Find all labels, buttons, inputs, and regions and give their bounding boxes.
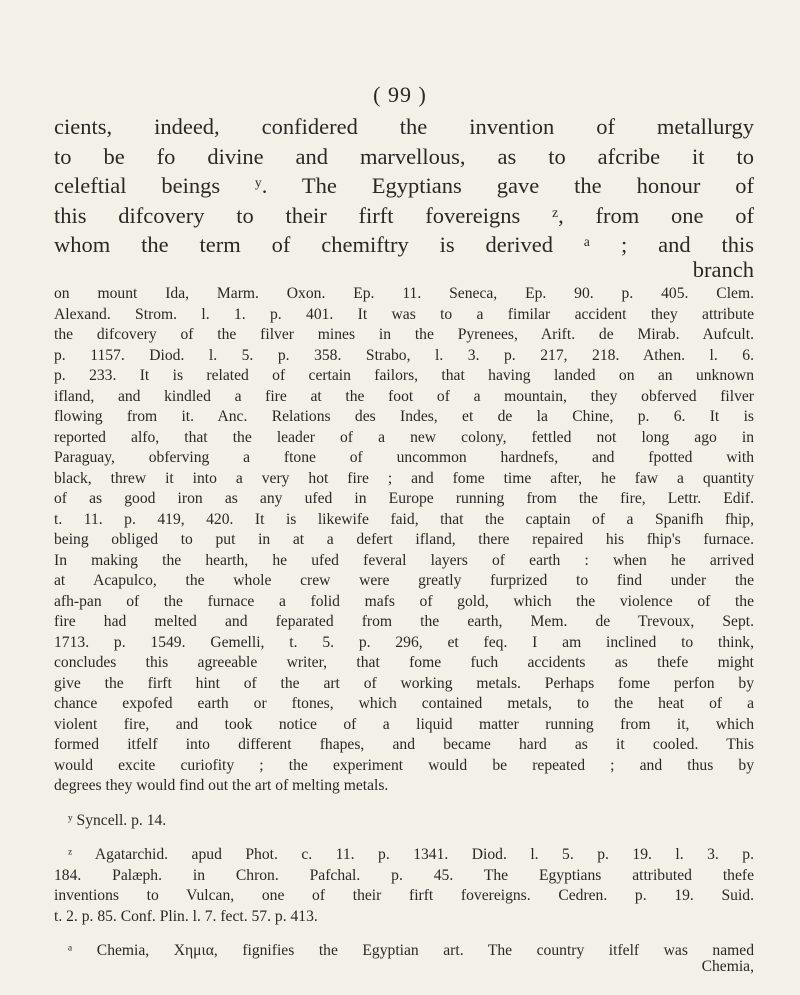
main-line: whom the term of chemiftry is derived ᵃ ; and this bbox=[54, 232, 754, 258]
main-line: to be fo divine and marvellous, as to afcribe it to bbox=[54, 143, 754, 169]
footnote-line: would excite curiofity ; the experiment would be repeated ; and thus by bbox=[54, 756, 754, 774]
footnote-line: concludes this agreeable writer, that fome fuch accidents as thefe might bbox=[54, 654, 754, 671]
footnote-line: ifland, and kindled a fire at the foot of a mountain, they obferved filver bbox=[54, 387, 754, 405]
footnote-line: on mount Ida, Marm. Oxon. Ep. 11. Seneca, Ep. 90. p. 405. Clem. bbox=[54, 285, 754, 302]
footnote-line: p. 1157. Diod. l. 5. p. 358. Strabo, l. 3. p. 217, 218. Athen. l. 6. bbox=[54, 346, 754, 364]
footnotes bbox=[54, 284, 754, 962]
footnote-z-line: ᶻ Agatarchid. apud Phot. c. 11. p. 1341. Diod. l. 5. p. 19. l. 3. p. bbox=[68, 846, 754, 863]
page-number: ( 99 ) bbox=[373, 82, 427, 107]
footnote-line: reported alfo, that the leader of a new colony, fettled not long ago in bbox=[54, 428, 754, 446]
footnote-line: fire had melted and feparated from the earth, Mem. de Trevoux, Sept. bbox=[54, 613, 754, 630]
footnote-line: p. 233. It is related of certain failors, that having landed on an unknown bbox=[54, 367, 754, 384]
footnote-y: ʸ Syncell. p. 14. bbox=[68, 811, 167, 829]
footnote-line: violent fire, and took notice of a liquid matter running from it, which bbox=[54, 715, 754, 733]
main-line: celeftial beings ʸ. The Egyptians gave the honour of bbox=[54, 173, 754, 199]
footnote-line: being obliged to put in at a defert ifland, there repaired his fhip's furnace. bbox=[54, 531, 754, 548]
footnote-z-line: 184. Palæph. in Chron. Pafchal. p. 45. The Egyptians attributed thefe bbox=[54, 866, 754, 884]
footnote-z-line: t. 2. p. 85. Conf. Plin. l. 7. fect. 57. p. 413. bbox=[54, 907, 318, 925]
catchword: branch bbox=[692, 257, 754, 282]
main-line: this difcovery to their firft fovereigns ᶻ, from one of bbox=[54, 202, 754, 228]
footnote-line: flowing from it. Anc. Relations des Indes, et de la Chine, p. 6. It is bbox=[54, 408, 754, 425]
footnote-a-line: ᵃ Chemia, Χημια, fignifies the Egyptian art. The country itfelf was named bbox=[68, 942, 754, 959]
footnote-line: formed itfelf into different fhapes, and became hard as it cooled. This bbox=[54, 736, 754, 753]
footnote-line: In making the hearth, he ufed feveral layers of earth : when he arrived bbox=[54, 551, 754, 569]
footnote-line: Alexand. Strom. l. 1. p. 401. It was to a fimilar accident they attribute bbox=[54, 305, 754, 323]
footnote-line: at Acapulco, the whole crew were greatly furprized to find under the bbox=[54, 572, 754, 589]
footnote-line: degrees they would find out the art of melting metals. bbox=[54, 777, 389, 794]
footnote-z-line: inventions to Vulcan, one of their firft fovereigns. Cedren. p. 19. Suid. bbox=[54, 887, 754, 904]
main-line: cients, indeed, confidered the invention of metallurgy bbox=[54, 114, 754, 139]
footnote-line: the difcovery of the filver mines in the Pyrenees, Arift. de Mirab. Aufcult. bbox=[54, 326, 754, 343]
footnote-line: give the firft hint of the art of working metals. Perhaps fome perfon by bbox=[54, 674, 754, 692]
footnote-line: of as good iron as any ufed in Europe running from the fire, Lettr. Edif. bbox=[54, 490, 754, 507]
main-text bbox=[54, 112, 754, 260]
footnote-line: afh-pan of the furnace a folid mafs of gold, which the violence of the bbox=[54, 592, 754, 610]
footnote-line: t. 11. p. 419, 420. It is likewife faid, that the captain of a Spanifh fhip, bbox=[54, 510, 754, 528]
catchword-bottom: Chemia, bbox=[701, 958, 754, 975]
footnote-line: chance expofed earth or ftones, which contained metals, to the heat of a bbox=[54, 695, 754, 712]
footnote-line: black, threw it into a very hot fire ; and fome time after, he faw a quantity bbox=[54, 469, 754, 487]
footnote-line: Paraguay, obferving a ftone of uncommon hardnefs, and fpotted with bbox=[54, 449, 754, 466]
footnote-line: 1713. p. 1549. Gemelli, t. 5. p. 296, et feq. I am inclined to think, bbox=[54, 633, 754, 651]
